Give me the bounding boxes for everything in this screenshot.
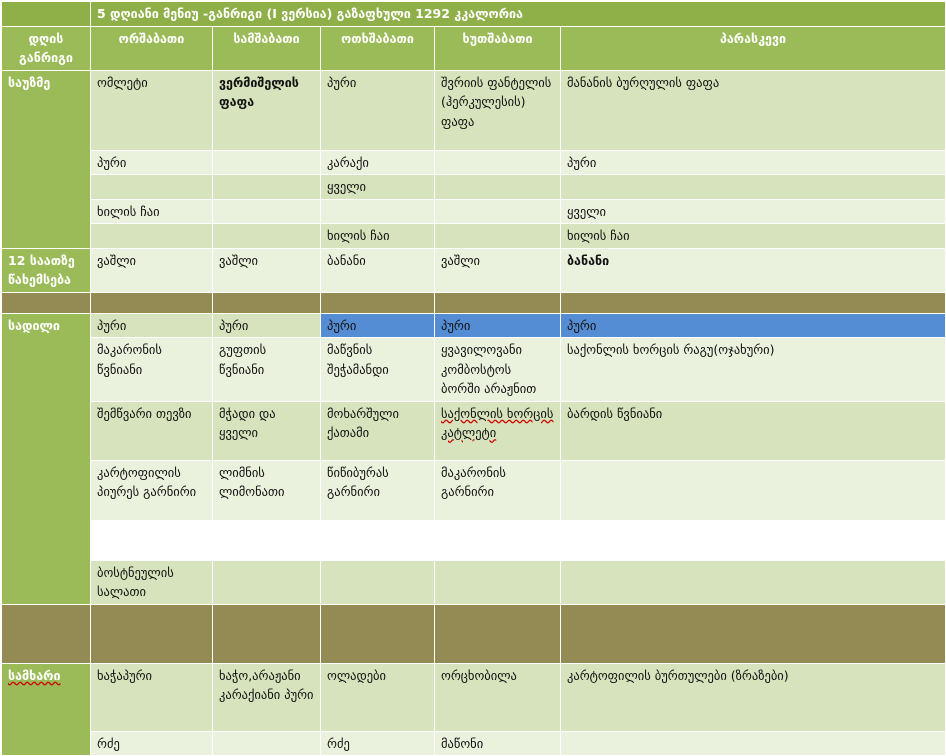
table-cell: შემწვარი თევზი bbox=[91, 401, 213, 460]
table-cell: შვრიის ფანტელის (ჰერკულესის) ფაფა bbox=[435, 70, 561, 150]
table-row bbox=[2, 663, 946, 731]
table-row bbox=[2, 401, 946, 460]
table-row bbox=[2, 520, 946, 560]
meal-label-lunch: სადილი bbox=[2, 313, 91, 604]
table-cell: მაწვნის შეჭამანდი bbox=[321, 338, 435, 402]
table-cell: ხილის ჩაი bbox=[321, 224, 435, 249]
table-cell: ბანანი bbox=[321, 248, 435, 292]
title-corner-cell bbox=[2, 2, 91, 27]
table-cell: გუფთის წვნიანი bbox=[213, 338, 321, 402]
meal-label-snack: 12 საათზე წახემსება bbox=[2, 248, 91, 292]
table-cell: ყვავილოვანი კომბოსტოს ბორში არაჟნით bbox=[435, 338, 561, 402]
table-cell: ბანანი bbox=[561, 248, 946, 292]
table-row bbox=[2, 313, 946, 338]
table-cell bbox=[435, 560, 561, 604]
table-cell bbox=[435, 520, 561, 560]
table-cell: მაკარონის გარნირი bbox=[435, 460, 561, 520]
header-monday: ორშაბათი bbox=[91, 26, 213, 70]
menu-title: 5 დღიანი მენიუ -განრიგი (I ვერსია) გაზაფხული 1292 კკალორია bbox=[91, 2, 946, 27]
table-cell bbox=[213, 560, 321, 604]
table-cell bbox=[91, 224, 213, 249]
separator-cell bbox=[213, 292, 321, 313]
separator-cell bbox=[435, 292, 561, 313]
separator-cell bbox=[561, 292, 946, 313]
table-cell: ლიმნის ლიმონათი bbox=[213, 460, 321, 520]
table-cell: ბარდის წვნიანი bbox=[561, 401, 946, 460]
table-cell bbox=[213, 224, 321, 249]
table-cell: რძე bbox=[321, 731, 435, 756]
header-thursday: ხუთშაბათი bbox=[435, 26, 561, 70]
table-cell bbox=[435, 199, 561, 224]
separator-row bbox=[2, 292, 946, 313]
table-cell: ოლადები bbox=[321, 663, 435, 731]
table-cell: პური bbox=[561, 150, 946, 175]
table-cell: მანანის ბურღულის ფაფა bbox=[561, 70, 946, 150]
table-cell bbox=[435, 150, 561, 175]
table-cell: ხაჭო,არაჟანი კარაქიანი პური bbox=[213, 663, 321, 731]
header-tuesday: სამშაბათი bbox=[213, 26, 321, 70]
table-cell bbox=[435, 224, 561, 249]
separator-cell bbox=[91, 604, 213, 663]
table-cell bbox=[213, 175, 321, 200]
table-cell: ვაშლი bbox=[213, 248, 321, 292]
table-cell bbox=[91, 175, 213, 200]
table-cell: ხაჭაპური bbox=[91, 663, 213, 731]
table-cell bbox=[91, 520, 213, 560]
table-cell bbox=[213, 520, 321, 560]
table-row bbox=[2, 731, 946, 756]
table-cell bbox=[321, 560, 435, 604]
table-cell: ხილის ჩაი bbox=[91, 199, 213, 224]
header-friday: პარასკევი bbox=[561, 26, 946, 70]
table-cell: ყველი bbox=[561, 199, 946, 224]
table-row bbox=[2, 150, 946, 175]
separator-cell bbox=[91, 292, 213, 313]
table-cell: საქონლის ხორცის კატლეტი bbox=[435, 401, 561, 460]
meal-label-breakfast: საუზმე bbox=[2, 70, 91, 248]
separator-cell bbox=[321, 604, 435, 663]
table-cell: ორცხობილა bbox=[435, 663, 561, 731]
table-row bbox=[2, 224, 946, 249]
separator-cell bbox=[321, 292, 435, 313]
table-row bbox=[2, 338, 946, 402]
table-cell: პური bbox=[213, 313, 321, 338]
table-cell: კარტოფილის ბურთულები (ზრაზები) bbox=[561, 663, 946, 731]
table-cell: რძე bbox=[91, 731, 213, 756]
table-cell bbox=[561, 731, 946, 756]
table-cell: მჭადი და ყველი bbox=[213, 401, 321, 460]
table-cell-highlighted: პური bbox=[321, 313, 435, 338]
separator-cell bbox=[2, 292, 91, 313]
separator-row bbox=[2, 604, 946, 663]
table-cell bbox=[561, 560, 946, 604]
table-cell: ყველი bbox=[321, 175, 435, 200]
separator-cell bbox=[561, 604, 946, 663]
separator-cell bbox=[213, 604, 321, 663]
table-cell: ვაშლი bbox=[435, 248, 561, 292]
table-cell bbox=[561, 175, 946, 200]
table-cell: ბოსტნეულის სალათი bbox=[91, 560, 213, 604]
table-cell: პური bbox=[91, 313, 213, 338]
table-cell: მაკარონის წვნიანი bbox=[91, 338, 213, 402]
table-cell: პური bbox=[321, 70, 435, 150]
weekly-menu-table bbox=[1, 1, 946, 756]
table-cell: ომლეტი bbox=[91, 70, 213, 150]
table-cell bbox=[321, 520, 435, 560]
separator-cell bbox=[2, 604, 91, 663]
table-cell: ხილის ჩაი bbox=[561, 224, 946, 249]
table-cell bbox=[561, 520, 946, 560]
table-row bbox=[2, 248, 946, 292]
table-row bbox=[2, 199, 946, 224]
table-row bbox=[2, 560, 946, 604]
table-cell: ვაშლი bbox=[91, 248, 213, 292]
table-row bbox=[2, 70, 946, 150]
table-cell: ვერმიშელის ფაფა bbox=[213, 70, 321, 150]
table-cell: კარაქი bbox=[321, 150, 435, 175]
table-cell: მაწონი bbox=[435, 731, 561, 756]
table-cell: საქონლის ხორცის რაგუ(ოჯახური) bbox=[561, 338, 946, 402]
header-meal: დღის განრიგი bbox=[2, 26, 91, 70]
table-cell: მოხარშული ქათამი bbox=[321, 401, 435, 460]
table-cell bbox=[213, 731, 321, 756]
table-cell bbox=[213, 199, 321, 224]
table-cell bbox=[435, 175, 561, 200]
table-cell: კარტოფილის პიურეს გარნირი bbox=[91, 460, 213, 520]
table-cell bbox=[213, 150, 321, 175]
meal-label-dinner: სამხარი bbox=[2, 663, 91, 756]
separator-cell bbox=[435, 604, 561, 663]
table-cell bbox=[561, 460, 946, 520]
table-cell-highlighted: პური bbox=[435, 313, 561, 338]
header-wednesday: ოთხშაბათი bbox=[321, 26, 435, 70]
table-cell-highlighted: პური bbox=[561, 313, 946, 338]
table-cell: წიწიბურას გარნირი bbox=[321, 460, 435, 520]
table-row bbox=[2, 460, 946, 520]
table-cell: პური bbox=[91, 150, 213, 175]
table-row bbox=[2, 175, 946, 200]
table-cell bbox=[321, 199, 435, 224]
